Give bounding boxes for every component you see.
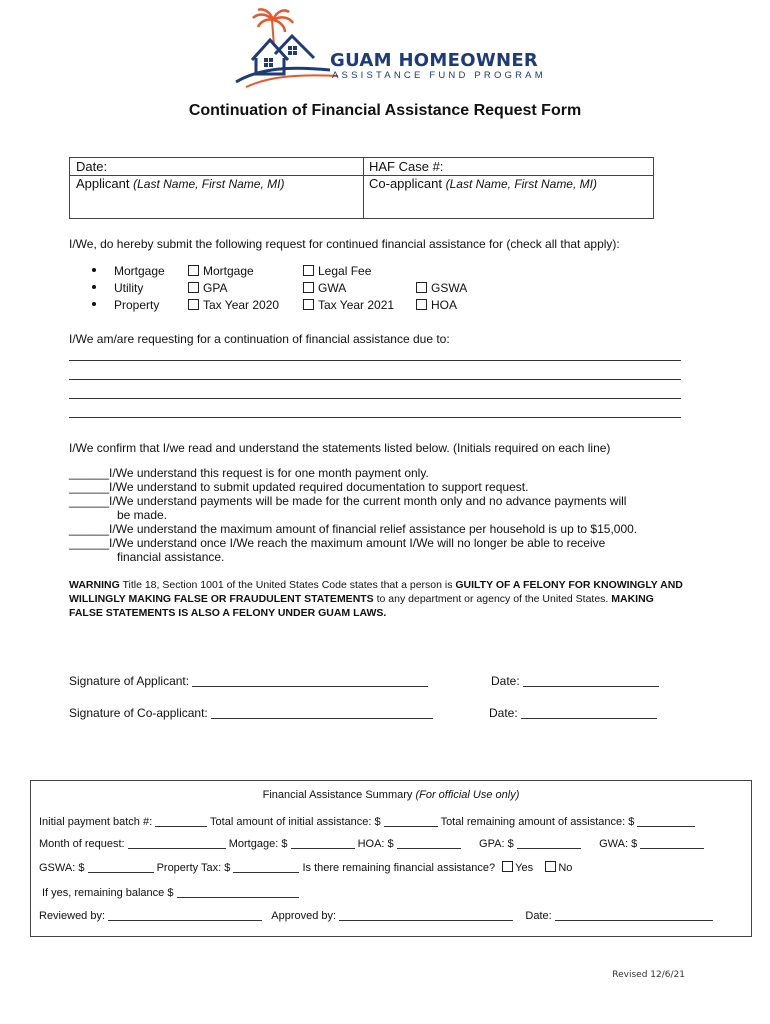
date-label: Date:: [489, 706, 518, 720]
initial-amount-field[interactable]: [384, 814, 438, 827]
logo-title: GUAM HOMEOWNER: [330, 50, 539, 71]
reason-line[interactable]: [69, 379, 681, 380]
gswa-field[interactable]: [88, 860, 154, 873]
warning-text: WARNING Title 18, Section 1001 of the United States Code states that a person is GUILTY OF A FELONY FOR KNOWINGLY AND WILLINGLY MAKING FALSE OR FRAUDULENT STATEMENTS to any department or agency of the United States. MAKING FALSE STATEMENTS IS ALSO A FELONY UNDER GUAM LAWS.: [69, 579, 683, 619]
checkbox-gpa[interactable]: GPA: [188, 281, 227, 295]
checkbox-icon: [188, 282, 199, 293]
coapplicant-date-row: [489, 706, 657, 720]
checkbox-icon: [188, 299, 199, 310]
financial-summary-box: [30, 780, 752, 937]
coapplicant-column: [363, 158, 653, 218]
summary-row-4: If yes, remaining balance $: [42, 885, 299, 899]
category-row-property: [92, 298, 159, 312]
category-row-mortgage: [92, 264, 165, 278]
coapplicant-label: Co-applicant: [369, 176, 442, 191]
checkbox-gwa[interactable]: GWA: [303, 281, 346, 295]
applicant-date-row: [491, 674, 659, 688]
batch-field[interactable]: [155, 814, 207, 827]
initials-blank[interactable]: ______: [69, 466, 110, 480]
applicant-label: Applicant: [76, 176, 130, 191]
checkbox-hoa[interactable]: HOA: [416, 298, 457, 312]
applicant-column: [70, 158, 364, 218]
reason-line[interactable]: [69, 398, 681, 399]
checkbox-tax-2020[interactable]: Tax Year 2020: [188, 298, 279, 312]
category-label: Mortgage: [114, 264, 165, 278]
gpa-field[interactable]: [517, 836, 581, 849]
applicant-info-box: [69, 157, 654, 219]
mortgage-field[interactable]: [291, 836, 355, 849]
summary-row-1: Initial payment batch #: Total amount of initial assistance: $ Total remaining amount of assistance: $: [39, 814, 695, 828]
summary-row-5: Reviewed by: Approved by: Date:: [39, 908, 713, 922]
month-field[interactable]: [128, 836, 226, 849]
initials-blank[interactable]: ______: [69, 522, 110, 536]
category-row-utility: [92, 281, 143, 295]
applicant-date-field[interactable]: [523, 674, 659, 687]
property-tax-field[interactable]: [233, 860, 299, 873]
initials-blank[interactable]: ______: [69, 536, 110, 550]
category-list: [92, 264, 512, 324]
checkbox-icon: [188, 265, 199, 276]
summary-date-field[interactable]: [555, 908, 713, 921]
statement-continuation: financial assistance.: [117, 550, 225, 564]
checkbox-gswa[interactable]: GSWA: [416, 281, 467, 295]
applicant-signature-row: [69, 674, 428, 688]
summary-title: Financial Assistance Summary (For official Use only): [262, 789, 520, 801]
statement-line: ______I/We understand this request is for one month payment only.: [69, 466, 429, 480]
checkbox-tax-2021[interactable]: Tax Year 2021: [303, 298, 394, 312]
statement-line: ______I/We understand the maximum amount of financial relief assistance per household is up to $15,000.: [69, 522, 638, 536]
reason-line[interactable]: [69, 417, 681, 418]
checkbox-icon: [416, 299, 427, 310]
no-checkbox[interactable]: [545, 861, 556, 872]
coapplicant-signature-field[interactable]: [211, 706, 433, 719]
checkbox-legal-fee[interactable]: Legal Fee: [303, 264, 371, 278]
reason-line[interactable]: [69, 360, 681, 361]
remaining-balance-field[interactable]: [177, 885, 299, 898]
haf-case-label: HAF Case #:: [369, 159, 444, 174]
gwa-field[interactable]: [640, 836, 704, 849]
checkbox-icon: [303, 265, 314, 276]
statement-line: ______I/We understand to submit updated required documentation to support request.: [69, 480, 529, 494]
date-label: Date:: [491, 674, 520, 688]
revision-date: Revised 12/6/21: [612, 970, 685, 980]
summary-row-2: Month of request: Mortgage: $ HOA: $ GPA: $ GWA: $: [39, 836, 704, 850]
date-label: Date:: [76, 159, 108, 174]
initials-blank[interactable]: ______: [69, 480, 110, 494]
reviewed-by-field[interactable]: [108, 908, 262, 921]
applicant-signature-label: Signature of Applicant:: [69, 674, 190, 688]
checkbox-icon: [416, 282, 427, 293]
coapplicant-signature-label: Signature of Co-applicant:: [69, 706, 208, 720]
applicant-hint: (Last Name, First Name, MI): [133, 177, 285, 191]
statement-line: ______I/We understand payments will be made for the current month only and no advance payments will: [69, 494, 627, 508]
category-label: Property: [114, 298, 160, 312]
reason-intro: I/We am/are requesting for a continuation of financial assistance due to:: [69, 332, 450, 346]
category-label: Utility: [114, 281, 144, 295]
coapplicant-hint: (Last Name, First Name, MI): [445, 177, 597, 191]
summary-row-3: GSWA: $ Property Tax: $ Is there remaining financial assistance? Yes No: [39, 862, 573, 874]
coapplicant-date-field[interactable]: [521, 706, 657, 719]
remaining-amount-field[interactable]: [637, 814, 695, 827]
hoa-field[interactable]: [397, 836, 461, 849]
logo-subtitle: ASSISTANCE FUND PROGRAM: [332, 70, 546, 81]
approved-by-field[interactable]: [339, 908, 513, 921]
statement-continuation: be made.: [117, 508, 168, 522]
checkbox-mortgage[interactable]: Mortgage: [188, 264, 254, 278]
yes-checkbox[interactable]: [502, 861, 513, 872]
checkbox-icon: [303, 282, 314, 293]
confirm-intro: I/We confirm that I/we read and understand the statements listed below. (Initials required on each line): [69, 441, 611, 455]
statement-line: ______I/We understand once I/We reach the maximum amount I/We will no longer be able to receive: [69, 536, 606, 550]
form-title: Continuation of Financial Assistance Request Form: [188, 102, 582, 119]
initials-blank[interactable]: ______: [69, 494, 110, 508]
house-palm-icon: [230, 8, 340, 88]
coapplicant-signature-row: [69, 706, 433, 720]
applicant-signature-field[interactable]: [192, 674, 428, 687]
checkbox-icon: [303, 299, 314, 310]
request-intro: I/We, do hereby submit the following request for continued financial assistance for (check all that apply):: [69, 237, 620, 251]
program-logo: [230, 8, 546, 88]
